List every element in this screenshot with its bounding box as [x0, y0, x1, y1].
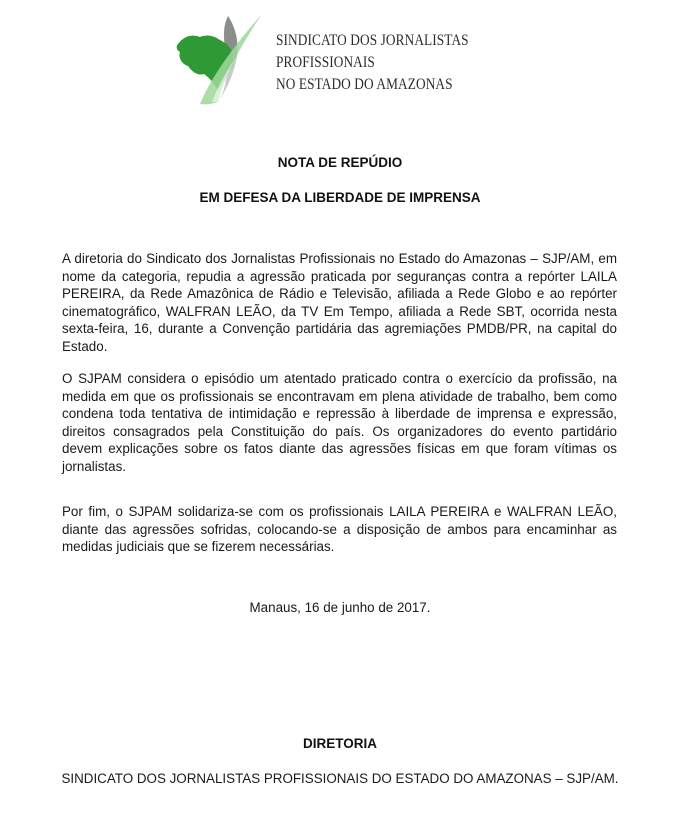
signature-title: DIRETORIA: [302, 736, 377, 751]
body-paragraph-3: Por fim, o SJPAM solidariza-se com os profissionais LAILA PEREIRA e WALFRAN LEÃO, diante das agressões sofridas, colocando-se a disposição de ambos para encaminhar as medidas judiciais que se fizerem necessárias.: [62, 504, 617, 555]
document-subtitle: EM DEFESA DA LIBERDADE DE IMPRENSA: [199, 190, 481, 205]
body-paragraph-2: O SJPAM considera o episódio um atentado praticado contra o exercício da profissão, na medida em que os profissionais se encontravam em plena atividade de trabalho, bem como condena toda tentativa de intimidação e repressão à liberdade de imprensa e expressão, direitos consagrados pela Constituição do país. Os organizadores do evento partidário devem explicações sobre os fatos diante das agressões físicas em que foram vítimas os jornalistas.: [62, 371, 617, 474]
org-name-line-2: PROFISSIONAIS: [276, 54, 375, 71]
signature-organization: SINDICATO DOS JORNALISTAS PROFISSIONAIS DO ESTADO DO AMAZONAS – SJP/AM.: [61, 771, 619, 786]
org-name-line-1: SINDICATO DOS JORNALISTAS: [276, 32, 469, 49]
document-title: NOTA DE REPÚDIO: [277, 155, 403, 170]
brazil-map-logo-icon: [170, 10, 274, 110]
body-paragraph-1: A diretoria do Sindicato dos Jornalistas Profissionais no Estado do Amazonas – SJP/AM, em nome da categoria, repudia a agressão praticada por seguranças contra a repórter LAILA PEREIRA, da Rede Amazônica de Rádio e Televisão, afiliada a Rede Globo e ao repórter cinematográfico, WALFRAN LEÃO, da TV Em Tempo, afiliada a Rede SBT, ocorrida nesta sexta-feira, 16, durante a Convenção partidária das agremiações PMDB/PR, na capital do Estado.: [62, 251, 617, 354]
letterhead: [170, 10, 510, 110]
org-name-line-3: NO ESTADO DO AMAZONAS: [276, 76, 453, 93]
organization-name: [276, 30, 469, 96]
date-line: Manaus, 16 de junho de 2017.: [249, 600, 431, 615]
